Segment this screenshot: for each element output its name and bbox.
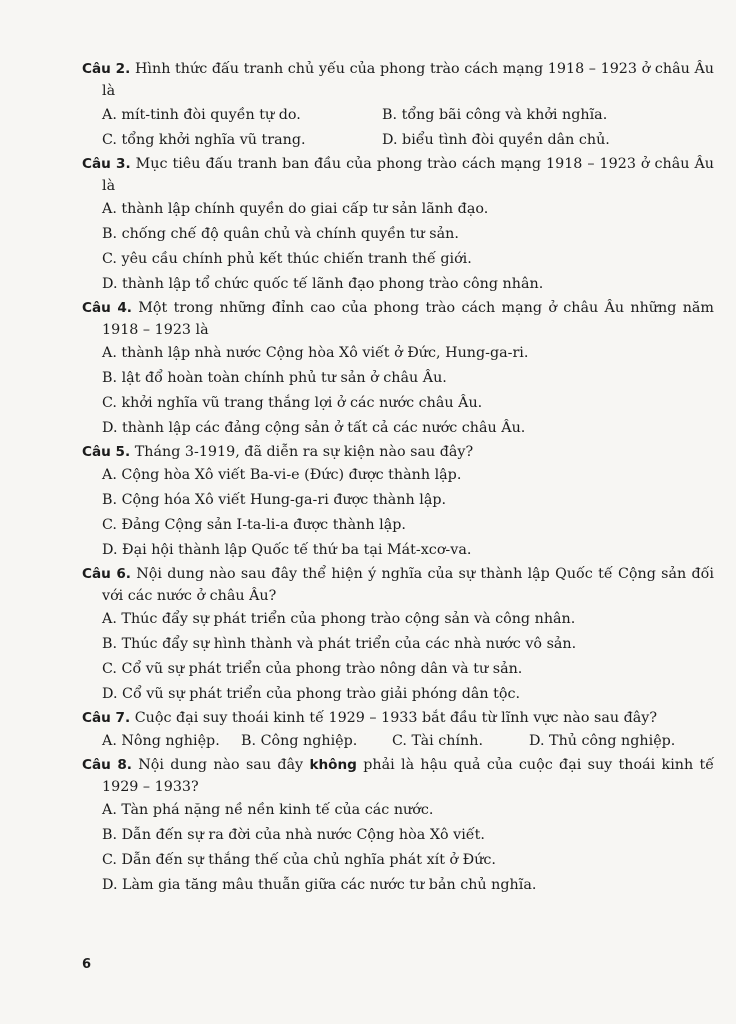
question-8-text-after: phải là hậu quả của cuộc đại suy thoái kinh tế 1929 – 1933?: [102, 757, 715, 795]
question-8-option-c[interactable]: C. Dẫn đến sự thắng thế của chủ nghĩa phát xít ở Đức.: [102, 852, 496, 868]
question-7-label: Câu 7.: [82, 710, 131, 726]
question-2-options: [82, 103, 714, 153]
question-7: [82, 707, 714, 754]
question-8-option-d[interactable]: D. Làm gia tăng mâu thuẫn giữa các nước tư bản chủ nghĩa.: [102, 877, 537, 893]
question-4-option-c[interactable]: C. khởi nghĩa vũ trang thắng lợi ở các nước châu Âu.: [102, 395, 483, 411]
question-4: [82, 297, 714, 441]
question-6-label: Câu 6.: [82, 566, 131, 582]
question-3-option-a[interactable]: A. thành lập chính quyền do giai cấp tư sản lãnh đạo.: [102, 201, 489, 217]
question-7-options: [82, 729, 714, 754]
question-3: [82, 153, 714, 297]
question-3-option-c[interactable]: C. yêu cầu chính phủ kết thúc chiến tranh thế giới.: [102, 251, 472, 267]
question-8-option-a[interactable]: A. Tàn phá nặng nề nền kinh tế của các nước.: [102, 802, 434, 818]
question-5-option-b[interactable]: B. Cộng hóa Xô viết Hung-ga-ri được thành lập.: [102, 492, 447, 508]
question-5-options: [82, 463, 714, 563]
question-8-options: [82, 798, 714, 898]
question-7-option-b[interactable]: B. Công nghiệp.: [241, 733, 358, 749]
question-page: [82, 58, 714, 898]
question-8: [82, 754, 714, 898]
question-4-options: [82, 341, 714, 441]
question-4-option-d[interactable]: D. thành lập các đảng cộng sản ở tất cả các nước châu Âu.: [102, 420, 526, 436]
question-3-text: Mục tiêu đấu tranh ban đầu của phong trào cách mạng 1918 – 1923 ở châu Âu là: [102, 156, 714, 194]
question-4-text: Một trong những đỉnh cao của phong trào cách mạng ở châu Âu những năm 1918 – 1923 là: [102, 300, 714, 338]
question-6-text: Nội dung nào sau đây thể hiện ý nghĩa của sự thành lập Quốc tế Cộng sản đối với các nước ở châu Âu?: [102, 566, 715, 604]
question-2-label: Câu 2.: [82, 61, 131, 77]
question-2-option-d[interactable]: D. biểu tình đòi quyền dân chủ.: [382, 132, 610, 148]
question-7-text: Cuộc đại suy thoái kinh tế 1929 – 1933 bắt đầu từ lĩnh vực nào sau đây?: [134, 710, 658, 726]
question-2-option-a[interactable]: A. mít-tinh đòi quyền tự do.: [102, 107, 301, 123]
question-2: [82, 58, 714, 153]
question-6-stem: [82, 563, 714, 607]
question-3-options: [82, 197, 714, 297]
question-6-option-d[interactable]: D. Cổ vũ sự phát triển của phong trào giải phóng dân tộc.: [102, 686, 521, 702]
question-3-option-b[interactable]: B. chống chế độ quân chủ và chính quyền tư sản.: [102, 226, 459, 242]
page-number: 6: [82, 957, 92, 972]
question-7-option-c[interactable]: C. Tài chính.: [392, 733, 484, 749]
question-8-label: Câu 8.: [82, 757, 132, 773]
question-7-option-a[interactable]: A. Nông nghiệp.: [102, 733, 220, 749]
question-6-options: [82, 607, 714, 707]
question-6-option-b[interactable]: B. Thúc đẩy sự hình thành và phát triển của các nhà nước vô sản.: [102, 636, 577, 652]
question-5-option-d[interactable]: D. Đại hội thành lập Quốc tế thứ ba tại Mát-xcơ-va.: [102, 542, 472, 558]
question-5-stem: [82, 441, 714, 463]
question-3-label: Câu 3.: [82, 156, 131, 172]
question-2-text: Hình thức đấu tranh chủ yếu của phong trào cách mạng 1918 – 1923 ở châu Âu là: [102, 61, 715, 99]
question-8-text-before: Nội dung nào sau đây: [138, 757, 304, 773]
question-4-stem: [82, 297, 714, 341]
question-8-stem: [82, 754, 714, 798]
question-6-option-a[interactable]: A. Thúc đẩy sự phát triển của phong trào cộng sản và công nhân.: [102, 611, 576, 627]
question-5-option-a[interactable]: A. Cộng hòa Xô viết Ba-vi-e (Đức) được thành lập.: [102, 467, 462, 483]
question-4-option-a[interactable]: A. thành lập nhà nước Cộng hòa Xô viết ở Đức, Hung-ga-ri.: [102, 345, 529, 361]
question-2-stem: [82, 58, 714, 102]
question-8-emphasis: không: [309, 757, 357, 773]
question-7-stem: [82, 707, 714, 729]
question-3-stem: [82, 153, 714, 197]
question-6: [82, 563, 714, 707]
question-5-label: Câu 5.: [82, 444, 131, 460]
question-2-option-c[interactable]: C. tổng khởi nghĩa vũ trang.: [102, 132, 306, 148]
question-8-option-b[interactable]: B. Dẫn đến sự ra đời của nhà nước Cộng hòa Xô viết.: [102, 827, 485, 843]
question-6-option-c[interactable]: C. Cổ vũ sự phát triển của phong trào nông dân và tư sản.: [102, 661, 523, 677]
question-4-label: Câu 4.: [82, 300, 132, 316]
question-7-option-d[interactable]: D. Thủ công nghiệp.: [529, 733, 676, 749]
question-3-option-d[interactable]: D. thành lập tổ chức quốc tế lãnh đạo phong trào công nhân.: [102, 276, 544, 292]
question-4-option-b[interactable]: B. lật đổ hoàn toàn chính phủ tư sản ở châu Âu.: [102, 370, 447, 386]
question-2-option-b[interactable]: B. tổng bãi công và khởi nghĩa.: [382, 107, 608, 123]
question-5: [82, 441, 714, 563]
question-5-option-c[interactable]: C. Đảng Cộng sản I-ta-li-a được thành lập.: [102, 517, 406, 533]
question-5-text: Tháng 3-1919, đã diễn ra sự kiện nào sau đây?: [134, 444, 474, 460]
